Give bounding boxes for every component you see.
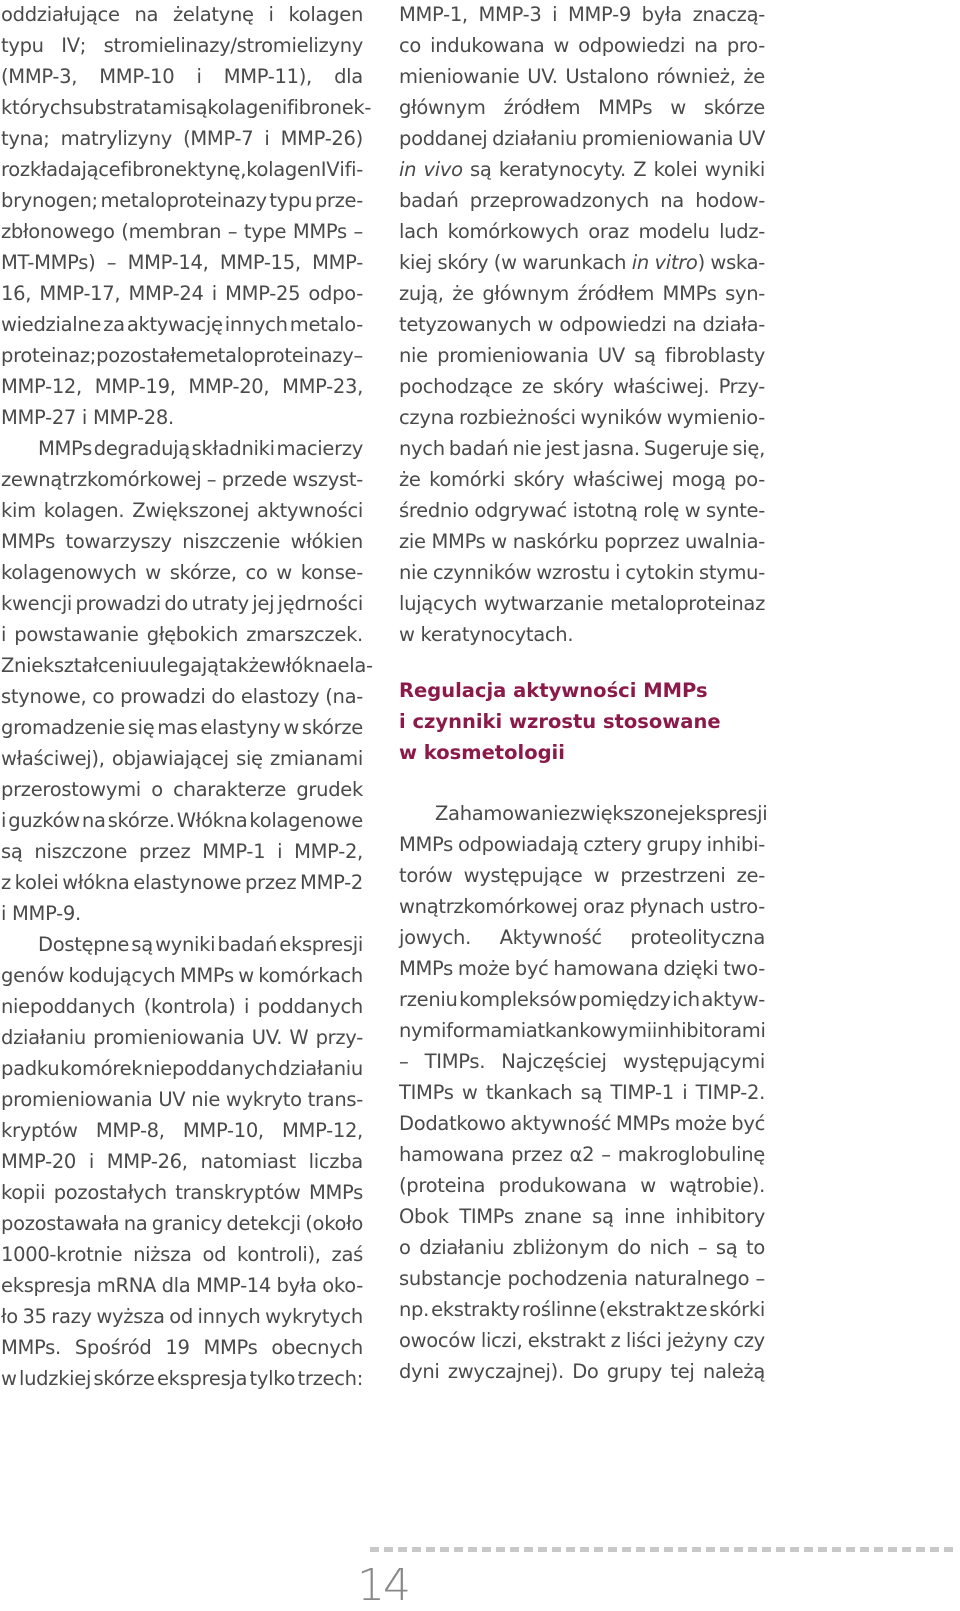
section-heading-line: i czynniki wzrostu stosowane [399,710,721,733]
text-line: Dodatkowo aktywność MMPs może być [399,1112,765,1135]
rule-dash [552,1547,561,1552]
text-line: i guzków na skórze. Włókna kolagenowe [1,809,363,832]
text-line: Obok TIMPs znane są inne inhibitory [399,1205,765,1228]
text-line: których substratami są kolagen i fibronek- [1,96,372,119]
rule-dash [888,1547,897,1552]
text-line: kiej skóry (w warunkach in vitro) wska- [399,251,765,274]
text-line: badań przeprowadzonych na hodow- [399,189,765,212]
text-line: – TIMPs. Najczęściej występującymi [399,1050,765,1073]
rule-dash [832,1547,841,1552]
rule-dash [692,1547,701,1552]
text-line: przerostowymi o charakterze grudek [1,778,363,801]
text-line: rzeniu kompleksów pomiędzy ich aktyw- [399,988,765,1011]
text-line: lujących wytwarzanie metaloproteinaz [399,592,765,615]
footer-dashed-rule [370,1547,954,1553]
text-line: padku komórek niepoddanych działaniu [1,1057,363,1080]
rule-dash [524,1547,533,1552]
text-line: MMPs. Spośród 19 MMPs obecnych [1,1336,363,1359]
rule-dash [874,1547,883,1552]
text-line: właściwej), objawiającej się zmianami [1,747,363,770]
text-line: co indukowana w odpowiedzi na pro- [399,34,765,57]
text-line: MMPs odpowiadają cztery grupy inhibi- [399,833,765,856]
rule-dash [622,1547,631,1552]
rule-dash [706,1547,715,1552]
rule-dash [762,1547,771,1552]
text-line: genów kodujących MMPs w komórkach [1,964,363,987]
text-line: kwencji prowadzi do utraty jej jędrności [1,592,363,615]
text-line: w keratynocytach. [399,623,574,646]
text-line: promieniowania UV nie wykryto trans- [1,1088,363,1111]
text-line: tetyzowanych w odpowiedzi na działa- [399,313,765,336]
text-line: (MMP-3, MMP-10 i MMP-11), dla [1,65,363,88]
text-line: dyni zwyczajnej). Do grupy tej należą [399,1360,765,1383]
rule-dash [440,1547,449,1552]
text-line: torów występujące w przestrzeni ze- [399,864,765,887]
rule-dash [678,1547,687,1552]
rule-dash [846,1547,855,1552]
text-line: in vivo są keratynocyty. Z kolei wyniki [399,158,765,181]
text-line: nie promieniowania UV są fibroblasty [399,344,765,367]
text-line: hamowana przez α2 – makroglobulinę [399,1143,765,1166]
rule-dash [412,1547,421,1552]
text-line: z kolei włókna elastynowe przez MMP-2 [1,871,363,894]
page-number: 14 [357,1560,409,1611]
section-heading-line: w kosmetologii [399,741,565,764]
text-line: rozkładające fibronektynę, kolagen IV i fi- [1,158,363,181]
rule-dash [608,1547,617,1552]
text-line: zie MMPs w naskórku poprzez uwalnia- [399,530,765,553]
rule-dash [790,1547,799,1552]
text-line: np. ekstrakty roślinne (ekstrakt ze skórki [399,1298,765,1321]
text-line: o działaniu zbliżonym do nich – są to [399,1236,765,1259]
text-line: oddziałujące na żelatynę i kolagen [1,3,363,26]
rule-dash [594,1547,603,1552]
rule-dash [720,1547,729,1552]
rule-dash [664,1547,673,1552]
text-line: zewnątrzkomórkowej – przede wszyst- [1,468,363,491]
text-line: wnątrzkomórkowej oraz płynach ustro- [399,895,765,918]
text-line: niepoddanych (kontrola) i poddanych [1,995,363,1018]
rule-dash [384,1547,393,1552]
rule-dash [930,1547,939,1552]
text-line: (proteina produkowana w wątrobie). [399,1174,765,1197]
text-line: brynogen; metaloproteinazy typu prze- [1,189,363,212]
rule-dash [776,1547,785,1552]
text-line: działaniu promieniowania UV. W przy- [1,1026,363,1049]
rule-dash [748,1547,757,1552]
rule-dash [902,1547,911,1552]
text-line: Za hamowanie zwiększonej ekspresji [435,802,768,825]
text-line: MMP-20 i MMP-26, natomiast liczba [1,1150,363,1173]
rule-dash [510,1547,519,1552]
text-line: MMP-27 i MMP-28. [1,406,174,429]
text-line: mieniowanie UV. Ustalono również, że [399,65,765,88]
text-line: pochodzące ze skóry właściwej. Przy- [399,375,765,398]
section-heading-line: Regulacja aktywności MMPs [399,679,708,702]
text-line: stynowe, co prowadzi do elastozy (na- [1,685,363,708]
rule-dash [468,1547,477,1552]
rule-dash [580,1547,589,1552]
text-line: że komórki skóry właściwej mogą po- [399,468,765,491]
text-line: zbłonowego (membran – type MMPs – [1,220,363,243]
rule-dash [398,1547,407,1552]
text-line: MT-MMPs) – MMP-14, MMP-15, MMP- [1,251,363,274]
rule-dash [370,1547,379,1552]
text-line: Zniekształceniu ulegają także włókna ela- [1,654,373,677]
text-line: w ludzkiej skórze ekspresja tylko trzech: [1,1367,363,1390]
text-line: nymi formami a tkankowymi inhibitorami [399,1019,766,1042]
text-line: ekspresja mRNA dla MMP-14 była oko- [1,1274,363,1297]
text-line: i MMP-9. [1,902,81,925]
text-line: nych badań nie jest jasna. Sugeruje się, [399,437,765,460]
text-line: jowych. Aktywność proteolityczna [399,926,765,949]
text-line: lach komórkowych oraz modelu ludz- [399,220,765,243]
rule-dash [454,1547,463,1552]
rule-dash [566,1547,575,1552]
rule-dash [496,1547,505,1552]
text-line: czyna rozbieżności wyników wymienio- [399,406,765,429]
text-line: kolagenowych w skórze, co w konse- [1,561,363,584]
text-line: tyna; matrylizyny (MMP-7 i MMP-26) [1,127,363,150]
rule-dash [804,1547,813,1552]
text-line: kopii pozostałych transkryptów MMPs [1,1181,363,1204]
text-line: 16, MMP-17, MMP-24 i MMP-25 odpo- [1,282,363,305]
text-line: TIMPs w tkankach są TIMP-1 i TIMP-2. [399,1081,765,1104]
text-line: są niszczone przez MMP-1 i MMP-2, [1,840,363,863]
text-line: nie czynników wzrostu i cytokin stymu- [399,561,765,584]
text-line: wiedzialne za aktywację innych metalo- [1,313,363,336]
text-line: MMP-12, MMP-19, MMP-20, MMP-23, [1,375,363,398]
text-line: pozostawała na granicy detekcji (około [1,1212,363,1235]
text-line: MMPs towarzyszy niszczenie włókien [1,530,363,553]
text-line: proteinaz; pozostałe metaloproteinazy – [1,344,363,367]
text-line: MMP-1, MMP-3 i MMP-9 była znaczą- [399,3,765,26]
text-line: kryptów MMP-8, MMP-10, MMP-12, [1,1119,363,1142]
text-line: Dostępne są wyniki badań ekspresji [38,933,363,956]
text-line: gromadzenie się mas elastyny w skórze [1,716,363,739]
text-line: substancje pochodzenia naturalnego – [399,1267,765,1290]
text-line: MMPs może być hamowana dzięki two- [399,957,765,980]
rule-dash [426,1547,435,1552]
text-line: średnio odgrywać istotną rolę w synte- [399,499,765,522]
rule-dash [818,1547,827,1552]
rule-dash [916,1547,925,1552]
rule-dash [860,1547,869,1552]
rule-dash [636,1547,645,1552]
text-line: owoców liczi, ekstrakt z liści jeżyny czy [399,1329,765,1352]
text-line: 1000-krotnie niższa od kontroli), zaś [1,1243,363,1266]
text-line: typu IV; stromielinazy/stromielizyny [1,34,363,57]
text-line: i powstawanie głębokich zmarszczek. [1,623,363,646]
text-line: zują, że głównym źródłem MMPs syn- [399,282,765,305]
rule-dash [944,1547,953,1552]
rule-dash [538,1547,547,1552]
left-column [1,0,373,1420]
text-line: kim kolagen. Zwiększonej aktywności [1,499,363,522]
rule-dash [650,1547,659,1552]
right-column [399,0,768,1420]
rule-dash [734,1547,743,1552]
text-line: głównym źródłem MMPs w skórze [399,96,765,119]
text-line: ło 35 razy wyższa od innych wykrytych [1,1305,363,1328]
text-line: MMPs degradują składniki macierzy [38,437,363,460]
rule-dash [482,1547,491,1552]
text-line: poddanej działaniu promieniowania UV [399,127,765,150]
